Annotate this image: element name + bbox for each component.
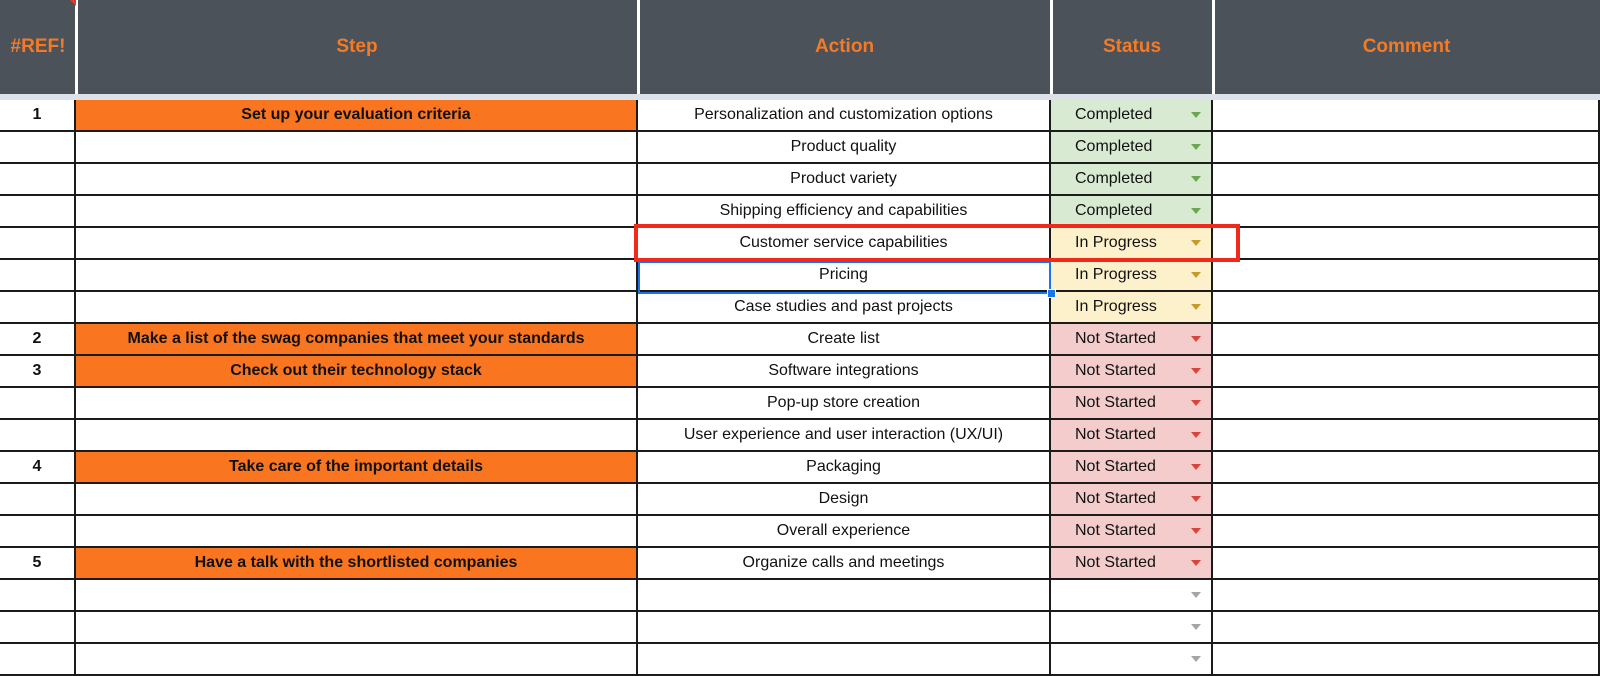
column-header-comment[interactable]: Comment bbox=[1213, 0, 1600, 94]
chevron-down-icon[interactable] bbox=[1191, 592, 1201, 598]
status-value: Completed bbox=[1075, 170, 1153, 187]
action-cell[interactable]: Packaging bbox=[638, 452, 1051, 484]
chevron-down-icon[interactable] bbox=[1191, 656, 1201, 662]
table-row bbox=[0, 292, 1600, 324]
table-row bbox=[0, 324, 1600, 356]
table-row bbox=[0, 100, 1600, 132]
column-header-action[interactable]: Action bbox=[638, 0, 1051, 94]
status-dropdown[interactable] bbox=[1051, 164, 1213, 196]
action-cell[interactable]: Design bbox=[638, 484, 1051, 516]
step-number-cell[interactable] bbox=[0, 484, 76, 516]
chevron-down-icon[interactable] bbox=[1191, 304, 1201, 310]
step-number-cell[interactable] bbox=[0, 420, 76, 452]
table-row bbox=[0, 228, 1600, 260]
step-number-cell[interactable] bbox=[0, 228, 76, 260]
step-cell[interactable]: Check out their technology stack bbox=[76, 356, 638, 388]
step-number-cell[interactable] bbox=[0, 132, 76, 164]
status-dropdown[interactable] bbox=[1051, 484, 1213, 516]
chevron-down-icon[interactable] bbox=[1191, 336, 1201, 342]
status-value: Not Started bbox=[1075, 362, 1156, 379]
step-number-cell[interactable] bbox=[0, 196, 76, 228]
action-cell[interactable] bbox=[638, 612, 1051, 644]
step-cell[interactable] bbox=[76, 292, 638, 324]
step-cell[interactable] bbox=[76, 260, 638, 292]
comment-cell[interactable] bbox=[1213, 228, 1600, 260]
status-dropdown[interactable] bbox=[1051, 612, 1213, 644]
step-cell[interactable]: Take care of the important details bbox=[76, 452, 638, 484]
status-value: Not Started bbox=[1075, 522, 1156, 539]
comment-cell[interactable] bbox=[1213, 260, 1600, 292]
step-number-cell[interactable]: 4 bbox=[0, 452, 76, 484]
status-value: Completed bbox=[1075, 138, 1153, 155]
status-dropdown[interactable] bbox=[1051, 132, 1213, 164]
comment-cell[interactable] bbox=[1213, 388, 1600, 420]
table-row bbox=[0, 420, 1600, 452]
table-row bbox=[0, 452, 1600, 484]
table-row bbox=[0, 484, 1600, 516]
table-row bbox=[0, 388, 1600, 420]
chevron-down-icon[interactable] bbox=[1191, 240, 1201, 246]
step-cell[interactable] bbox=[76, 580, 638, 612]
status-value: Not Started bbox=[1075, 458, 1156, 475]
step-number-cell[interactable] bbox=[0, 516, 76, 548]
table-row bbox=[0, 612, 1600, 644]
action-cell[interactable]: Case studies and past projects bbox=[638, 292, 1051, 324]
step-number-cell[interactable]: 1 bbox=[0, 100, 76, 132]
action-cell[interactable]: Shipping efficiency and capabilities bbox=[638, 196, 1051, 228]
action-cell[interactable]: Create list bbox=[638, 324, 1051, 356]
step-number-cell[interactable] bbox=[0, 612, 76, 644]
comment-cell[interactable] bbox=[1213, 356, 1600, 388]
header-divider bbox=[1050, 0, 1053, 94]
header-divider bbox=[637, 0, 640, 94]
status-value: Not Started bbox=[1075, 554, 1156, 571]
comment-cell[interactable] bbox=[1213, 580, 1600, 612]
action-cell[interactable]: Software integrations bbox=[638, 356, 1051, 388]
chevron-down-icon[interactable] bbox=[1191, 464, 1201, 470]
status-value: In Progress bbox=[1075, 298, 1157, 315]
step-number-cell[interactable] bbox=[0, 260, 76, 292]
comment-cell[interactable] bbox=[1213, 164, 1600, 196]
table-body bbox=[0, 100, 1600, 676]
action-cell[interactable]: Organize calls and meetings bbox=[638, 548, 1051, 580]
comment-cell[interactable] bbox=[1213, 644, 1600, 676]
comment-cell[interactable] bbox=[1213, 420, 1600, 452]
step-cell[interactable] bbox=[76, 484, 638, 516]
chevron-down-icon[interactable] bbox=[1191, 272, 1201, 278]
status-dropdown[interactable] bbox=[1051, 388, 1213, 420]
header-divider bbox=[1212, 0, 1215, 94]
fill-handle[interactable] bbox=[1047, 289, 1056, 298]
step-cell[interactable]: Make a list of the swag companies that meet your standards bbox=[76, 324, 638, 356]
status-dropdown[interactable] bbox=[1051, 260, 1213, 292]
comment-cell[interactable] bbox=[1213, 132, 1600, 164]
table-row bbox=[0, 196, 1600, 228]
table-row bbox=[0, 356, 1600, 388]
chevron-down-icon[interactable] bbox=[1191, 432, 1201, 438]
table-row bbox=[0, 132, 1600, 164]
status-dropdown[interactable] bbox=[1051, 516, 1213, 548]
comment-cell[interactable] bbox=[1213, 484, 1600, 516]
step-number-cell[interactable] bbox=[0, 164, 76, 196]
step-number-cell[interactable] bbox=[0, 388, 76, 420]
action-cell[interactable]: Personalization and customization options bbox=[638, 100, 1051, 132]
comment-cell[interactable] bbox=[1213, 100, 1600, 132]
step-cell[interactable] bbox=[76, 228, 638, 260]
step-cell[interactable]: Have a talk with the shortlisted companies bbox=[76, 548, 638, 580]
action-cell[interactable]: User experience and user interaction (UX/UI) bbox=[638, 420, 1051, 452]
chevron-down-icon[interactable] bbox=[1191, 560, 1201, 566]
action-cell[interactable]: Customer service capabilities bbox=[638, 228, 1051, 260]
step-number-cell[interactable] bbox=[0, 580, 76, 612]
comment-cell[interactable] bbox=[1213, 452, 1600, 484]
chevron-down-icon[interactable] bbox=[1191, 208, 1201, 214]
table-row bbox=[0, 548, 1600, 580]
comment-cell[interactable] bbox=[1213, 548, 1600, 580]
table-row bbox=[0, 260, 1600, 292]
chevron-down-icon[interactable] bbox=[1191, 176, 1201, 182]
action-cell[interactable] bbox=[638, 580, 1051, 612]
comment-cell[interactable] bbox=[1213, 612, 1600, 644]
comment-cell[interactable] bbox=[1213, 516, 1600, 548]
status-dropdown[interactable] bbox=[1051, 100, 1213, 132]
status-value: In Progress bbox=[1075, 234, 1157, 251]
status-value: Completed bbox=[1075, 106, 1153, 123]
step-cell[interactable] bbox=[76, 420, 638, 452]
status-dropdown[interactable] bbox=[1051, 644, 1213, 676]
status-dropdown[interactable] bbox=[1051, 420, 1213, 452]
step-number-cell[interactable] bbox=[0, 292, 76, 324]
step-cell[interactable] bbox=[76, 164, 638, 196]
action-cell[interactable]: Product quality bbox=[638, 132, 1051, 164]
step-cell[interactable] bbox=[76, 196, 638, 228]
status-dropdown[interactable] bbox=[1051, 580, 1213, 612]
status-value: Not Started bbox=[1075, 426, 1156, 443]
step-cell[interactable]: Set up your evaluation criteria bbox=[76, 100, 638, 132]
chevron-down-icon[interactable] bbox=[1191, 400, 1201, 406]
action-cell[interactable]: Overall experience bbox=[638, 516, 1051, 548]
comment-cell[interactable] bbox=[1213, 324, 1600, 356]
step-cell[interactable] bbox=[76, 644, 638, 676]
status-value: Not Started bbox=[1075, 330, 1156, 347]
status-dropdown[interactable] bbox=[1051, 356, 1213, 388]
status-dropdown[interactable] bbox=[1051, 452, 1213, 484]
column-header-status[interactable]: Status bbox=[1051, 0, 1213, 94]
action-cell[interactable] bbox=[638, 644, 1051, 676]
status-dropdown[interactable] bbox=[1051, 548, 1213, 580]
column-header-step[interactable]: Step bbox=[76, 0, 638, 94]
status-dropdown[interactable] bbox=[1051, 324, 1213, 356]
chevron-down-icon[interactable] bbox=[1191, 144, 1201, 150]
status-value: Not Started bbox=[1075, 490, 1156, 507]
chevron-down-icon[interactable] bbox=[1191, 496, 1201, 502]
status-dropdown[interactable] bbox=[1051, 228, 1213, 260]
table-row bbox=[0, 516, 1600, 548]
chevron-down-icon[interactable] bbox=[1191, 112, 1201, 118]
table-row bbox=[0, 580, 1600, 612]
step-number-cell[interactable]: 5 bbox=[0, 548, 76, 580]
table-row bbox=[0, 644, 1600, 676]
status-dropdown[interactable] bbox=[1051, 292, 1213, 324]
header-divider bbox=[75, 0, 78, 94]
step-cell[interactable] bbox=[76, 132, 638, 164]
status-value: Not Started bbox=[1075, 394, 1156, 411]
action-cell[interactable]: Product variety bbox=[638, 164, 1051, 196]
step-cell[interactable] bbox=[76, 388, 638, 420]
action-cell[interactable]: Pop-up store creation bbox=[638, 388, 1051, 420]
step-number-cell[interactable]: 3 bbox=[0, 356, 76, 388]
step-number-cell[interactable]: 2 bbox=[0, 324, 76, 356]
chevron-down-icon[interactable] bbox=[1191, 624, 1201, 630]
action-cell[interactable]: Pricing bbox=[638, 260, 1051, 292]
step-number-cell[interactable] bbox=[0, 644, 76, 676]
status-dropdown[interactable] bbox=[1051, 196, 1213, 228]
status-value: Completed bbox=[1075, 202, 1153, 219]
chevron-down-icon[interactable] bbox=[1191, 368, 1201, 374]
comment-cell[interactable] bbox=[1213, 196, 1600, 228]
column-header-ref[interactable]: #REF! bbox=[0, 0, 76, 94]
status-value: In Progress bbox=[1075, 266, 1157, 283]
comment-cell[interactable] bbox=[1213, 292, 1600, 324]
table-row bbox=[0, 164, 1600, 196]
chevron-down-icon[interactable] bbox=[1191, 528, 1201, 534]
step-cell[interactable] bbox=[76, 516, 638, 548]
step-cell[interactable] bbox=[76, 612, 638, 644]
comment-indicator-icon bbox=[70, 0, 76, 6]
